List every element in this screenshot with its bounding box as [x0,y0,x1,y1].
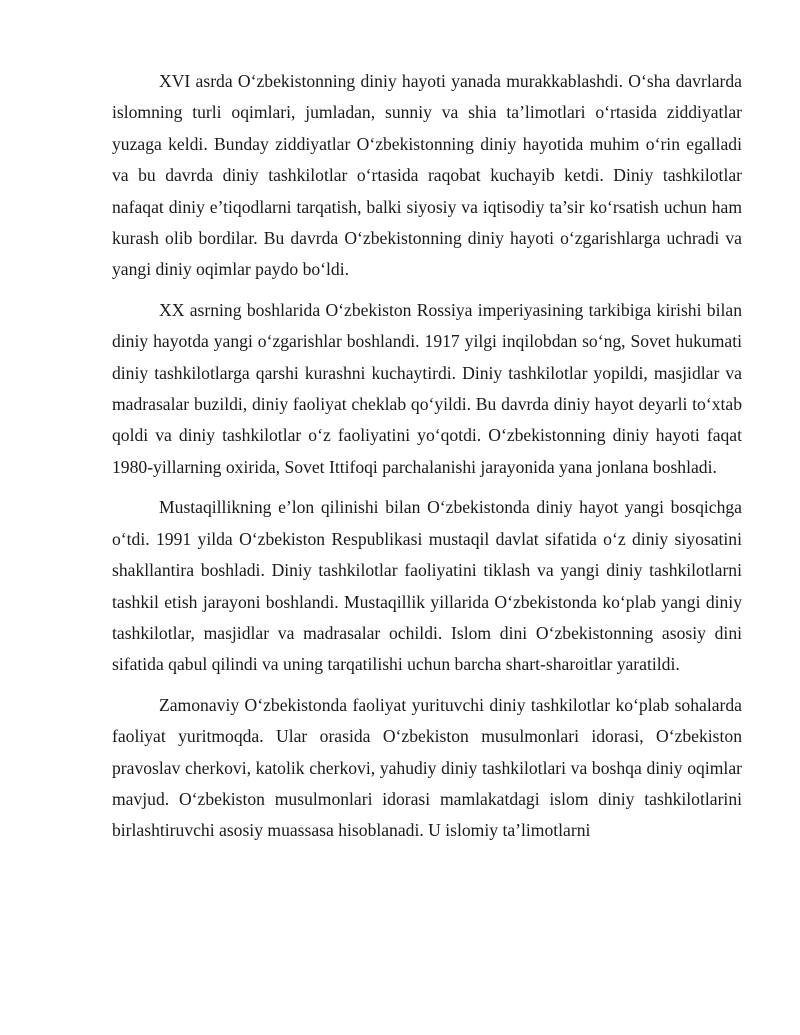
paragraph-xvi-century: XVI asrda O‘zbekistonning diniy hayoti yanada murakkablashdi. O‘sha davrlarda islomning turli oqimlari, jumladan, sunniy va shia ta’limotlari o‘rtasida ziddiyatlar yuzaga keldi. Bunday ziddiyatlar O‘zbekistonning diniy hayotida muhim o‘rin egalladi va bu davrda diniy tashkilotlar o‘rtasida raqobat kuchayib ketdi. Diniy tashkilotlar nafaqat diniy e’tiqodlarni tarqatish, balki siyosiy va iqtisodiy ta’sir ko‘rsatish uchun ham kurash olib bordilar. Bu davrda O‘zbekistonning diniy hayoti o‘zgarishlarga uchradi va yangi diniy oqimlar paydo bo‘ldi. [112,71,742,280]
paragraph-xx-century: XX asrning boshlarida O‘zbekiston Rossiya imperiyasining tarkibiga kirishi bilan diniy hayotda yangi o‘zgarishlar boshlandi. 1917 yilgi inqilobdan so‘ng, Sovet hukumati diniy tashkilotlarga qarshi kurashni kuchaytirdi. Diniy tashkilotlar yopildi, masjidlar va madrasalar buzildi, diniy faoliyat cheklab qo‘yildi. Bu davrda diniy hayot deyarli to‘xtab qoldi va diniy tashkilotlar o‘z faoliyatini yo‘qotdi. O‘zbekistonning diniy hayoti faqat 1980-yillarning oxirida, Sovet Ittifoqi parchalanishi jarayonida yana jonlana boshladi. [112,299,742,477]
document-page [112,66,742,856]
paragraph-modern-uzbekistan: Zamonaviy O‘zbekistonda faoliyat yurituvchi diniy tashkilotlar ko‘plab sohalarda faoliyat yuritmoqda. Ular orasida O‘zbekiston musulmonlari idorasi, O‘zbekiston pravoslav cherkovi, katolik cherkovi, yahudiy diniy tashkilotlari va boshqa diniy oqimlar mavjud. O‘zbekiston musulmonlari idorasi mamlakatdagi islom diniy tashkilotlarini birlashtiruvchi asosiy muassasa hisoblanadi. U islomiy ta’limotlarni [112,694,742,841]
paragraph-independence: Mustaqillikning e’lon qilinishi bilan O‘zbekistonda diniy hayot yangi bosqichga o‘tdi. 1991 yilda O‘zbekiston Respublikasi mustaqil davlat sifatida o‘z diniy siyosatini shakllantira boshladi. Diniy tashkilotlar faoliyatini tiklash va yangi diniy tashkilotlarni tashkil etish jarayoni boshlandi. Mustaqillik yillarida O‘zbekistonda ko‘plab yangi diniy tashkilotlar, masjidlar va madrasalar ochildi. Islom dini O‘zbekistonning asosiy dini sifatida qabul qilindi va uning tarqatilishi uchun barcha shart-sharoitlar yaratildi. [112,497,742,675]
